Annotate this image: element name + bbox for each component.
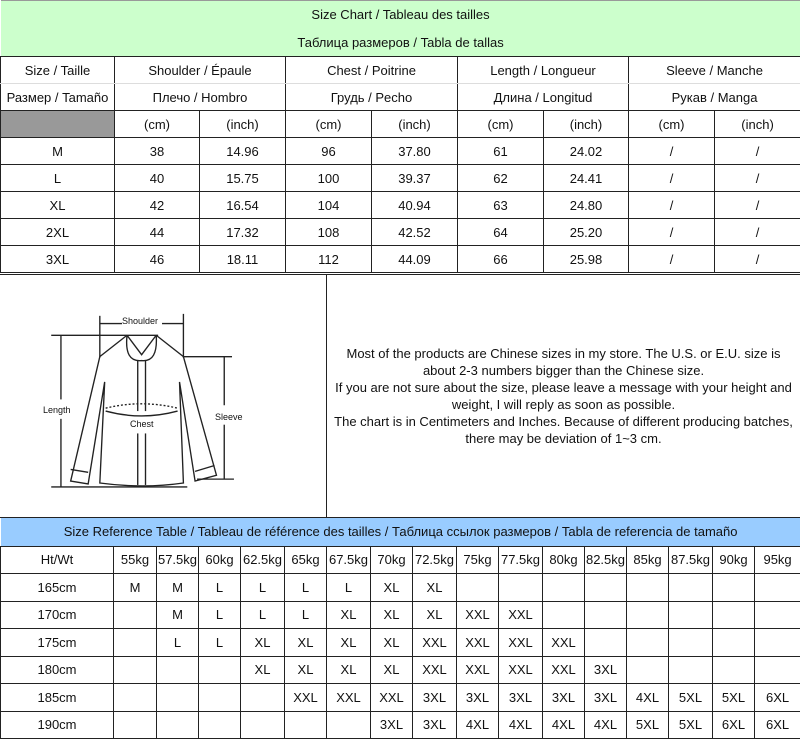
size-cell: 4XL [585,711,627,739]
size-cell: XL [371,656,413,684]
table-row [1,246,800,273]
unit-header: (inch) [200,111,286,138]
size-cell: M [157,574,199,602]
size-cell: XXL [499,601,543,629]
size-cell [627,601,669,629]
size-label: 3XL [1,246,115,273]
height-label: 165cm [1,574,114,602]
size-cell: 5XL [713,684,755,712]
size-cell: L [285,601,327,629]
measurement-cell: 44.09 [372,246,458,273]
height-label: 185cm [1,684,114,712]
table-row [1,219,800,246]
height-label: 180cm [1,656,114,684]
table-row [1,165,800,192]
size-cell: XL [371,601,413,629]
size-cell [241,711,285,739]
size-cell [157,711,199,739]
size-cell: M [157,601,199,629]
size-cell: 5XL [669,711,713,739]
reference-title: Size Reference Table / Tableau de référence des tailles / Таблица ссылок размеров / Tabla de referencia de tamaño [1,518,800,546]
measurement-cell: 24.41 [544,165,629,192]
weight-header: 67.5kg [327,546,371,574]
size-cell: 3XL [413,684,457,712]
size-cell: 4XL [543,711,585,739]
size-cell: XXL [327,684,371,712]
measurement-cell: 44 [115,219,200,246]
size-cell [627,629,669,657]
size-cell: XXL [413,629,457,657]
size-cell: XL [371,574,413,602]
weight-header: 62.5kg [241,546,285,574]
measurement-cell: / [629,138,715,165]
column-header-alt: Плечо / Hombro [115,84,286,111]
unit-header: (cm) [286,111,372,138]
size-cell: XXL [457,601,499,629]
size-cell: XXL [543,656,585,684]
column-header: Size / Taille [1,57,115,84]
size-cell: XXL [457,656,499,684]
measurement-cell: 25.20 [544,219,629,246]
size-cell: 3XL [585,656,627,684]
unit-header: (inch) [372,111,458,138]
unit-header: (cm) [629,111,715,138]
note-line: The chart is in Centimeters and Inches. Because of different producing batches, there may be deviation of 1~3 cm. [334,414,793,446]
size-cell: XL [327,656,371,684]
size-cell [585,629,627,657]
size-cell: XL [241,629,285,657]
weight-header: 72.5kg [413,546,457,574]
measurement-cell: / [715,192,800,219]
measurement-cell: 100 [286,165,372,192]
ht-wt-header: Ht/Wt [1,546,114,574]
size-note [327,275,800,517]
measurement-cell: 108 [286,219,372,246]
size-cell: XL [327,629,371,657]
size-cell [199,711,241,739]
size-cell: 3XL [499,684,543,712]
size-cell [585,574,627,602]
measurement-cell: 40.94 [372,192,458,219]
measurement-cell: 24.02 [544,138,629,165]
weight-header: 77.5kg [499,546,543,574]
size-cell [327,711,371,739]
size-cell: 6XL [755,711,800,739]
table-row [1,656,800,684]
column-header: Chest / Poitrine [286,57,458,84]
size-cell: L [285,574,327,602]
shirt-measurement-diagram [0,275,327,517]
measurement-cell: 66 [458,246,544,273]
measurement-cell: / [715,219,800,246]
measurement-cell: 25.98 [544,246,629,273]
size-cell [241,684,285,712]
weight-header: 90kg [713,546,755,574]
size-cell [627,656,669,684]
column-header-alt: Размер / Tamaño [1,84,115,111]
measurement-cell: 15.75 [200,165,286,192]
measurement-cell: 42.52 [372,219,458,246]
size-cell: XXL [499,629,543,657]
size-cell: 6XL [755,684,800,712]
weight-header: 85kg [627,546,669,574]
size-cell: 3XL [371,711,413,739]
size-cell: L [199,629,241,657]
column-header: Length / Longueur [458,57,629,84]
size-cell: XXL [371,684,413,712]
measurement-cell: / [629,165,715,192]
weight-header: 57.5kg [157,546,199,574]
size-reference-table [0,518,800,739]
size-cell [713,574,755,602]
column-header: Sleeve / Manche [629,57,800,84]
size-cell: 3XL [585,684,627,712]
weight-header: 55kg [114,546,157,574]
size-cell: L [241,601,285,629]
measurement-cell: 63 [458,192,544,219]
height-label: 190cm [1,711,114,739]
size-cell: XL [413,601,457,629]
size-cell: XXL [499,656,543,684]
weight-header: 80kg [543,546,585,574]
measurement-cell: 96 [286,138,372,165]
weight-header: 75kg [457,546,499,574]
size-cell: 3XL [457,684,499,712]
size-chart-table [0,0,800,273]
shirt-icon [0,275,326,518]
size-cell: L [241,574,285,602]
reference-header-row [1,546,800,574]
measurement-cell: 104 [286,192,372,219]
table-row [1,574,800,602]
size-cell [627,574,669,602]
size-cell: XXL [285,684,327,712]
column-header-alt: Грудь / Pecho [286,84,458,111]
size-chart-subtitle: Таблица размеров / Tabla de tallas [1,29,800,57]
weight-header: 70kg [371,546,413,574]
measurement-cell: 37.80 [372,138,458,165]
measurement-cell: 64 [458,219,544,246]
size-cell: XL [241,656,285,684]
size-cell: XL [285,629,327,657]
table-row [1,601,800,629]
blank-cell [1,111,115,138]
height-label: 175cm [1,629,114,657]
size-cell: XXL [457,629,499,657]
note-line: Most of the products are Chinese sizes in my store. The U.S. or E.U. size is about 2-3 numbers bigger than the Chinese size. [346,346,781,378]
weight-header: 95kg [755,546,800,574]
size-cell: 4XL [627,684,669,712]
size-cell: 5XL [627,711,669,739]
size-cell [755,656,800,684]
measurement-cell: 112 [286,246,372,273]
size-cell [669,629,713,657]
size-cell [755,574,800,602]
height-label: 170cm [1,601,114,629]
size-cell [543,574,585,602]
size-cell: 4XL [499,711,543,739]
measurement-cell: 24.80 [544,192,629,219]
measurement-cell: / [629,192,715,219]
measurement-cell: / [715,246,800,273]
unit-header: (inch) [715,111,800,138]
weight-header: 65kg [285,546,327,574]
size-cell: M [114,574,157,602]
unit-header: (cm) [458,111,544,138]
size-cell [755,601,800,629]
column-header: Shoulder / Épaule [115,57,286,84]
size-label: M [1,138,115,165]
weight-header: 87.5kg [669,546,713,574]
size-cell [713,629,755,657]
measurement-cell: 42 [115,192,200,219]
chest-label: Chest [130,419,154,429]
size-cell: L [157,629,199,657]
size-cell [755,629,800,657]
size-cell: L [199,574,241,602]
size-cell [157,684,199,712]
size-cell [585,601,627,629]
info-section [0,274,800,518]
size-cell: XXL [543,629,585,657]
size-cell [543,601,585,629]
measurement-cell: 16.54 [200,192,286,219]
size-cell [669,656,713,684]
size-cell [499,574,543,602]
size-cell: L [327,574,371,602]
size-cell: 3XL [543,684,585,712]
size-label: XL [1,192,115,219]
note-line: If you are not sure about the size, please leave a message with your height and weight, I will reply as soon as possible. [335,380,792,412]
table-row [1,138,800,165]
size-cell: 4XL [457,711,499,739]
column-header-alt: Длина / Longitud [458,84,629,111]
weight-header: 82.5kg [585,546,627,574]
measurement-cell: 40 [115,165,200,192]
sleeve-label: Sleeve [215,412,243,422]
size-cell: 6XL [713,711,755,739]
size-cell [669,601,713,629]
measurement-cell: / [629,246,715,273]
size-cell [285,711,327,739]
measurement-cell: / [629,219,715,246]
measurement-cell: 61 [458,138,544,165]
measurement-cell: 39.37 [372,165,458,192]
unit-header: (cm) [115,111,200,138]
size-cell [157,656,199,684]
size-cell [713,601,755,629]
table-row [1,629,800,657]
size-cell [114,629,157,657]
size-cell [114,711,157,739]
size-cell: 3XL [413,711,457,739]
table-row [1,711,800,739]
measurement-cell: / [715,138,800,165]
table-row [1,192,800,219]
size-cell [669,574,713,602]
size-cell: XL [371,629,413,657]
size-cell [713,656,755,684]
measurement-cell: 46 [115,246,200,273]
unit-header: (inch) [544,111,629,138]
size-cell [199,656,241,684]
size-cell [114,656,157,684]
shoulder-label: Shoulder [122,316,159,326]
size-cell: XL [413,574,457,602]
size-label: 2XL [1,219,115,246]
size-cell: XL [285,656,327,684]
size-chart-title: Size Chart / Tableau des tailles [1,1,800,29]
table-row [1,684,800,712]
column-header-alt: Рукав / Manga [629,84,800,111]
size-cell: 5XL [669,684,713,712]
size-cell [457,574,499,602]
size-cell: XXL [413,656,457,684]
measurement-cell: 17.32 [200,219,286,246]
length-label: Length [43,405,71,415]
weight-header: 60kg [199,546,241,574]
size-cell [114,684,157,712]
measurement-cell: 18.11 [200,246,286,273]
measurement-cell: 14.96 [200,138,286,165]
measurement-cell: / [715,165,800,192]
size-cell: XL [327,601,371,629]
size-cell [114,601,157,629]
measurement-cell: 62 [458,165,544,192]
measurement-cell: 38 [115,138,200,165]
size-cell [199,684,241,712]
size-label: L [1,165,115,192]
size-cell: L [199,601,241,629]
